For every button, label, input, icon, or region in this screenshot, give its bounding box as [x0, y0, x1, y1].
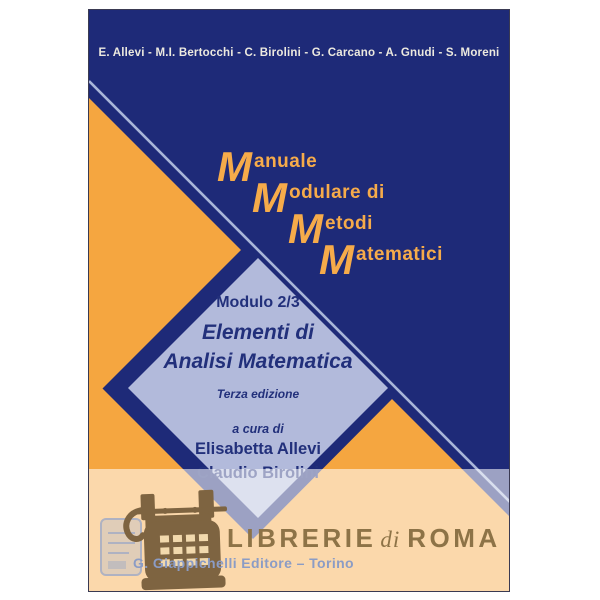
subtitle-line-1: Elementi di	[201, 321, 315, 344]
title-word-atematici: atematici	[356, 244, 443, 265]
volume-subtitle	[118, 319, 398, 377]
title-initial-m3: M	[288, 205, 322, 252]
subtitle-line-2: Analisi Matematica	[163, 349, 353, 373]
publisher-line: G. Giappichelli Editore – Torino	[133, 555, 355, 571]
edition-label: Terza edizione	[216, 386, 300, 401]
title-initial-m4: M	[319, 236, 353, 283]
title-initial-m2: M	[252, 174, 286, 221]
store-name-roma: ROMA	[407, 523, 501, 553]
store-name-librerie: LIBRERIE	[227, 523, 377, 553]
title-word-odulare-di: odulare di	[289, 182, 385, 203]
title-initial-m1: M	[217, 143, 251, 190]
store-name-di: di	[380, 527, 401, 552]
module-label: Modulo 2/3	[216, 294, 300, 311]
module-panel	[118, 294, 398, 484]
authors-line: E. Allevi - M.I. Bertocchi - C. Birolini - G. Carcano - A. Gnudi - S. Moreni	[98, 47, 500, 59]
curated-by-label: a cura di	[232, 421, 284, 436]
title-word-etodi: etodi	[325, 213, 373, 234]
title-row-matematici	[319, 236, 443, 283]
title-word-anuale: anuale	[254, 151, 318, 172]
cash-register-icon	[114, 481, 242, 597]
curator-name-1: Elisabetta Allevi	[195, 439, 321, 458]
store-name	[227, 523, 501, 554]
